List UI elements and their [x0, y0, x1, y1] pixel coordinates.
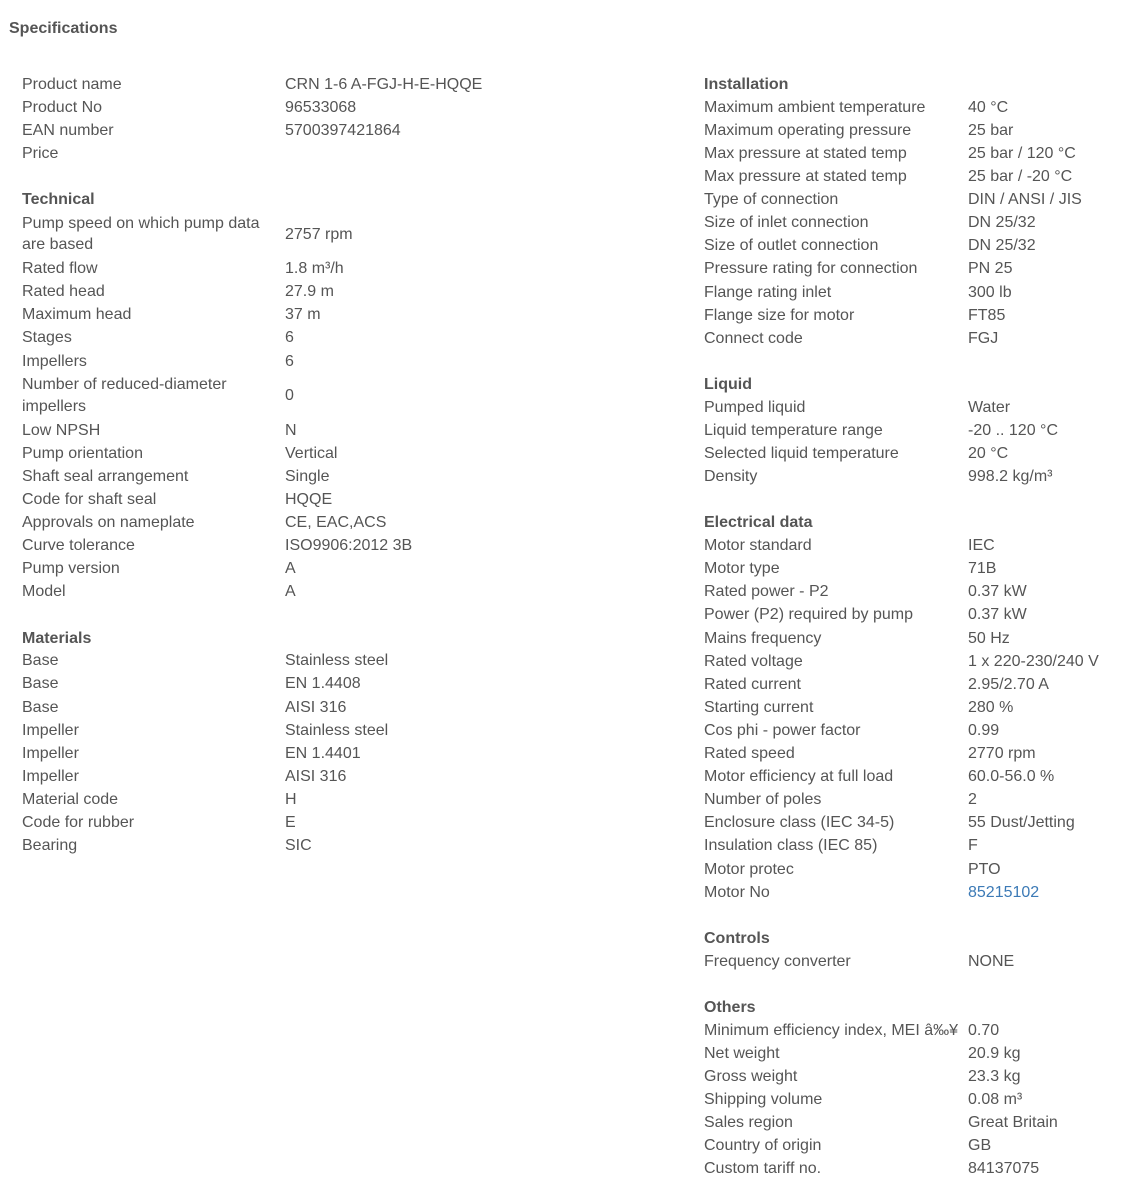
spec-label: Rated head — [22, 283, 105, 301]
spec-value: 71B — [968, 560, 997, 578]
spec-value: 96533068 — [285, 98, 357, 116]
page-title: Specifications — [9, 20, 118, 37]
spec-row — [704, 881, 1124, 904]
spec-value: FT85 — [968, 306, 1006, 324]
spec-value: DN 25/32 — [968, 237, 1036, 255]
spec-row — [704, 1158, 1124, 1181]
spec-row — [22, 350, 682, 373]
controls-section — [704, 927, 1124, 973]
spec-row — [704, 696, 1124, 719]
spec-row — [22, 696, 682, 719]
spec-label: Selected liquid temperature — [704, 445, 899, 463]
spec-row — [704, 235, 1124, 258]
spec-row — [22, 650, 682, 673]
spec-row — [22, 280, 682, 303]
spec-row — [22, 257, 682, 280]
spec-label: Product No — [22, 98, 103, 116]
spec-row — [704, 765, 1124, 788]
section-heading-materials: Materials — [22, 629, 92, 647]
spec-label: Type of connection — [704, 191, 839, 209]
spec-label: Material code — [22, 790, 119, 808]
spec-row — [22, 788, 682, 811]
section-heading-installation: Installation — [704, 76, 789, 93]
spec-value: Vertical — [285, 444, 338, 462]
spec-value: 1.8 m³/h — [285, 260, 344, 278]
spec-label: Model — [22, 583, 66, 601]
spec-label: Country of origin — [704, 1137, 822, 1155]
spec-value: 20.9 kg — [968, 1044, 1021, 1062]
section-heading-liquid: Liquid — [704, 376, 752, 394]
spec-label: Number of reduced-diameter impellers — [22, 376, 227, 415]
spec-value: H — [285, 790, 297, 808]
spec-label: Size of outlet connection — [704, 237, 879, 255]
spec-label: Pump orientation — [22, 444, 143, 462]
general-section — [22, 73, 682, 165]
spec-value: 998.2 kg/m³ — [968, 468, 1053, 486]
spec-row — [22, 581, 682, 604]
spec-value: AISI 316 — [285, 698, 347, 716]
materials-section — [22, 627, 682, 858]
spec-value: 6 — [285, 352, 294, 370]
spec-label: Max pressure at stated temp — [704, 144, 907, 162]
spec-label: Motor standard — [704, 537, 812, 555]
spec-value: CRN 1-6 A-FGJ-H-E-HQQE — [285, 75, 483, 93]
spec-row — [704, 258, 1124, 281]
spec-label: Impeller — [22, 767, 79, 785]
spec-label: Pump speed on which pump data are based — [22, 214, 260, 254]
spec-label: Net weight — [704, 1044, 780, 1062]
spec-value: 2 — [968, 791, 977, 809]
spec-label: Impellers — [22, 352, 87, 370]
spec-label: Liquid temperature range — [704, 421, 883, 439]
spec-value: 40 °C — [968, 98, 1009, 116]
spec-label: Approvals on nameplate — [22, 514, 195, 532]
spec-value: E — [285, 814, 296, 832]
section-heading-technical: Technical — [22, 191, 95, 209]
spec-label: Sales region — [704, 1114, 793, 1132]
spec-row — [704, 1042, 1124, 1065]
spec-row — [704, 1065, 1124, 1088]
spec-row — [704, 788, 1124, 811]
spec-value: A — [285, 583, 296, 601]
spec-value: 0.70 — [968, 1021, 1000, 1039]
spec-row — [704, 304, 1124, 327]
spec-row — [704, 650, 1124, 673]
spec-value: F — [968, 837, 978, 855]
spec-label: Rated flow — [22, 260, 98, 278]
spec-row — [704, 119, 1124, 142]
spec-value: N — [285, 421, 297, 439]
spec-value: FGJ — [968, 329, 999, 347]
spec-value: 25 bar / -20 °C — [968, 168, 1073, 186]
spec-value: HQQE — [285, 490, 333, 508]
spec-value: IEC — [968, 537, 995, 555]
spec-value: DN 25/32 — [968, 214, 1036, 232]
spec-row — [704, 950, 1124, 973]
spec-value: 0.37 kW — [968, 583, 1027, 601]
spec-label: Shaft seal arrangement — [22, 467, 189, 485]
spec-row — [704, 604, 1124, 627]
spec-row — [22, 419, 682, 442]
spec-value: 0.99 — [968, 721, 1000, 739]
section-heading-others: Others — [704, 999, 756, 1016]
spec-label: Bearing — [22, 837, 78, 855]
spec-value: Stainless steel — [285, 721, 389, 739]
spec-row — [704, 281, 1124, 304]
spec-row — [22, 534, 682, 557]
spec-label: Impeller — [22, 744, 79, 762]
spec-label: Rated power - P2 — [704, 583, 829, 601]
spec-row — [704, 1088, 1124, 1111]
spec-value: EN 1.4401 — [285, 744, 361, 762]
spec-row — [22, 442, 682, 465]
spec-value: AISI 316 — [285, 767, 347, 785]
spec-label: Base — [22, 698, 59, 716]
spec-label: Max pressure at stated temp — [704, 168, 907, 186]
spec-row — [22, 511, 682, 534]
spec-row — [704, 211, 1124, 234]
spec-value: 50 Hz — [968, 629, 1010, 647]
spec-row — [704, 327, 1124, 350]
spec-row-price — [22, 142, 682, 165]
right-column — [704, 73, 1124, 1204]
spec-value: 1 x 220-230/240 V — [968, 652, 1099, 670]
spec-row — [22, 327, 682, 350]
spec-row — [22, 719, 682, 742]
spec-value: NONE — [968, 952, 1015, 970]
spec-value: Stainless steel — [285, 652, 389, 670]
liquid-section — [704, 373, 1124, 488]
spec-row — [22, 465, 682, 488]
spec-value: SIC — [285, 837, 312, 855]
spec-value: Great Britain — [968, 1114, 1058, 1132]
spec-row — [704, 442, 1124, 465]
spec-label: Rated current — [704, 675, 801, 693]
spec-label: Shipping volume — [704, 1091, 823, 1109]
electrical-section — [704, 511, 1124, 904]
spec-value: 37 m — [285, 306, 321, 324]
spec-value: 84137075 — [968, 1160, 1040, 1178]
spec-row — [704, 1134, 1124, 1157]
spec-label: Connect code — [704, 329, 803, 347]
spec-label: Price — [22, 145, 59, 163]
spec-value: EN 1.4408 — [285, 675, 361, 693]
spec-row — [22, 811, 682, 834]
spec-label: Product name — [22, 75, 122, 93]
spec-label: Maximum ambient temperature — [704, 98, 926, 116]
section-heading-controls: Controls — [704, 929, 770, 947]
spec-value: 60.0-56.0 % — [968, 768, 1055, 786]
spec-value: 2770 rpm — [968, 745, 1036, 763]
spec-value: 0.08 m³ — [968, 1091, 1023, 1109]
spec-label: Stages — [22, 329, 72, 347]
spec-label: Cos phi - power factor — [704, 721, 861, 739]
spec-value: 280 % — [968, 698, 1014, 716]
spec-row — [704, 165, 1124, 188]
spec-row — [704, 96, 1124, 119]
spec-row — [704, 858, 1124, 881]
installation-section — [704, 73, 1124, 350]
spec-label: Motor protec — [704, 860, 794, 878]
spec-value: 20 °C — [968, 445, 1009, 463]
spec-label: Motor type — [704, 560, 780, 578]
spec-label: Rated voltage — [704, 652, 803, 670]
spec-row — [704, 419, 1124, 442]
spec-label: Base — [22, 675, 59, 693]
spec-label: Flange size for motor — [704, 306, 855, 324]
spec-value: 5700397421864 — [285, 121, 401, 139]
spec-row — [704, 188, 1124, 211]
spec-label: Code for shaft seal — [22, 490, 157, 508]
spec-row — [704, 465, 1124, 488]
others-section — [704, 996, 1124, 1181]
spec-label: Flange rating inlet — [704, 283, 832, 301]
spec-value: 23.3 kg — [968, 1067, 1021, 1085]
spec-value: 300 lb — [968, 283, 1012, 301]
spec-value: -20 .. 120 °C — [968, 421, 1058, 439]
spec-value: 0.37 kW — [968, 606, 1027, 624]
spec-row — [22, 557, 682, 580]
spec-label: Custom tariff no. — [704, 1160, 822, 1178]
spec-label: EAN number — [22, 121, 114, 139]
spec-value: ISO9906:2012 3B — [285, 537, 413, 555]
section-heading-electrical: Electrical data — [704, 514, 813, 532]
spec-label: Size of inlet connection — [704, 214, 869, 232]
spec-label: Power (P2) required by pump — [704, 606, 913, 624]
spec-label: Maximum operating pressure — [704, 121, 912, 139]
spec-label: Rated speed — [704, 745, 795, 763]
spec-row — [22, 304, 682, 327]
spec-label: Frequency converter — [704, 952, 851, 970]
technical-section — [22, 188, 682, 603]
spec-value: DIN / ANSI / JIS — [968, 191, 1082, 209]
motor-no-link[interactable]: 85215102 — [968, 883, 1040, 901]
spec-label: Pressure rating for connection — [704, 260, 918, 278]
spec-row — [704, 1019, 1124, 1042]
spec-label: Maximum head — [22, 306, 132, 324]
spec-label: Minimum efficiency index, MEI â‰¥ — [704, 1021, 959, 1039]
spec-label: Pump version — [22, 560, 120, 578]
spec-row — [704, 673, 1124, 696]
spec-label: Base — [22, 652, 59, 670]
spec-row — [704, 558, 1124, 581]
spec-row — [704, 812, 1124, 835]
spec-label: Density — [704, 468, 758, 486]
spec-label: Motor efficiency at full load — [704, 768, 894, 786]
spec-value: 2757 rpm — [285, 225, 353, 243]
spec-row — [704, 142, 1124, 165]
spec-value: 2.95/2.70 A — [968, 675, 1049, 693]
spec-row — [22, 834, 682, 857]
left-column — [22, 73, 682, 880]
spec-row — [22, 765, 682, 788]
spec-row — [22, 742, 682, 765]
spec-value: 55 Dust/Jetting — [968, 814, 1075, 832]
spec-row — [704, 627, 1124, 650]
spec-row — [704, 1111, 1124, 1134]
spec-value: CE, EAC,ACS — [285, 514, 387, 532]
spec-row — [704, 534, 1124, 557]
spec-value: 25 bar / 120 °C — [968, 144, 1076, 162]
spec-label: Pumped liquid — [704, 398, 806, 416]
spec-row — [22, 373, 682, 419]
spec-label: Insulation class (IEC 85) — [704, 837, 878, 855]
spec-row-ean-number — [22, 119, 682, 142]
spec-row — [704, 396, 1124, 419]
spec-row — [22, 488, 682, 511]
spec-value: 25 bar — [968, 121, 1014, 139]
spec-label: Impeller — [22, 721, 79, 739]
spec-value: GB — [968, 1137, 992, 1155]
spec-label: Curve tolerance — [22, 537, 135, 555]
spec-label: Low NPSH — [22, 421, 101, 439]
spec-value: 6 — [285, 329, 294, 347]
spec-value: PN 25 — [968, 260, 1013, 278]
spec-label: Starting current — [704, 698, 814, 716]
spec-label: Number of poles — [704, 791, 822, 809]
spec-value: 27.9 m — [285, 283, 334, 301]
spec-label: Motor No — [704, 883, 770, 901]
spec-value: Water — [968, 398, 1011, 416]
spec-row — [704, 742, 1124, 765]
spec-row — [704, 835, 1124, 858]
spec-value: A — [285, 560, 296, 578]
spec-label: Enclosure class (IEC 34-5) — [704, 814, 895, 832]
spec-row — [704, 581, 1124, 604]
spec-row-product-no — [22, 96, 682, 119]
spec-value: 0 — [285, 387, 294, 405]
spec-row — [22, 673, 682, 696]
spec-row-product-name — [22, 73, 682, 96]
spec-row — [704, 719, 1124, 742]
spec-value: PTO — [968, 860, 1001, 878]
spec-value: Single — [285, 467, 330, 485]
spec-row — [22, 211, 682, 257]
spec-label: Mains frequency — [704, 629, 822, 647]
spec-label: Gross weight — [704, 1067, 798, 1085]
spec-label: Code for rubber — [22, 814, 135, 832]
